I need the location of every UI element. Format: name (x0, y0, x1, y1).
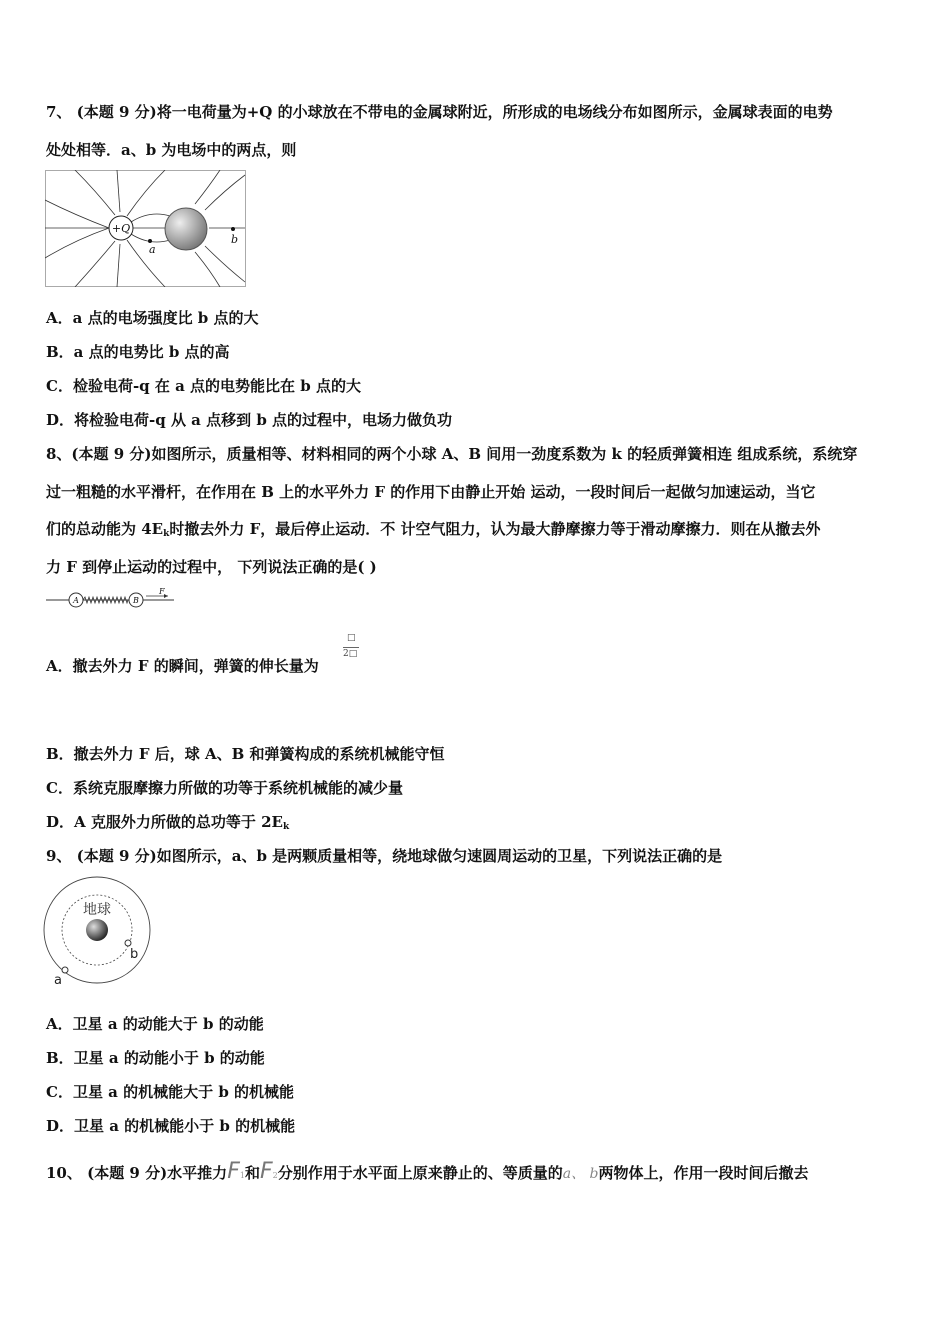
q8-option-d-pre: D．A 克服外力所做的总功等于 2E (46, 813, 283, 831)
q8-option-c: C．系统克服摩擦力所做的功等于系统机械能的减少量 (46, 779, 403, 797)
q10-f1-sub: 1 (239, 1171, 245, 1180)
satellite-a-label: a (54, 973, 62, 988)
q8-option-d (46, 812, 289, 837)
q7-line-2: 处处相等．a、b 为电场中的两点，则 (46, 141, 297, 159)
q10-line-1 (46, 1159, 809, 1186)
q8-fraction-numerator: □ (347, 633, 356, 643)
q7-option-a: A．a 点的电场强度比 b 点的大 (46, 309, 259, 327)
orbit-figure (42, 876, 157, 991)
point-b-dot (231, 227, 235, 231)
electric-field-figure (45, 170, 246, 287)
q7-option-d: D．将检验电荷-q 从 a 点移到 b 点的过程中，电场力做负功 (46, 411, 453, 429)
q8-option-d-sub: k (282, 822, 290, 832)
q9-option-d: D．卫星 a 的机械能小于 b 的机械能 (46, 1117, 296, 1135)
q8-line-3-sub: k (163, 529, 170, 539)
q8-line-3 (46, 519, 820, 544)
q10-ab: a、 b (562, 1166, 599, 1182)
ball-a-label: A (73, 596, 79, 605)
force-arrow-icon (164, 594, 168, 598)
fraction-bar (343, 647, 359, 648)
q10-f2: F (259, 1159, 273, 1184)
q8-line-3-post: 时撤去外力 F，最后停止运动．不 计空气阻力，认为最大静摩擦力等于滑动摩擦力．则在从撤去外 (169, 520, 821, 538)
q9-option-a: A．卫星 a 的动能大于 b 的动能 (46, 1015, 264, 1033)
force-label: F (159, 588, 165, 596)
satellite-b-label: b (130, 947, 139, 962)
q8-line-2: 过一粗糙的水平滑杆，在作用在 B 上的水平外力 F 的作用下由静止开始 运动，一段时间后一起做匀加速运动，当它 (46, 483, 816, 501)
earth (86, 919, 108, 941)
q9-line-1: 9、 (本题 9 分)如图所示，a、b 是两颗质量相等，绕地球做匀速圆周运动的卫星，下列说法正确的是 (46, 847, 723, 865)
q7-option-b: B．a 点的电势比 b 点的高 (46, 343, 230, 361)
metal-sphere (165, 208, 207, 250)
satellite-a (62, 967, 68, 973)
q9-option-b: B．卫星 a 的动能小于 b 的动能 (46, 1049, 265, 1067)
q7-line-1: 7、 (本题 9 分)将一电荷量为+Q 的小球放在不带电的金属球附近，所形成的电场线分布如图所示，金属球表面的电势 (46, 103, 833, 121)
q10-f1: F (227, 1159, 240, 1184)
q10-f2-sub: 2 (272, 1171, 278, 1180)
q8-option-a: A．撤去外力 F 的瞬间，弹簧的伸长量为 (46, 657, 319, 675)
q8-line-4: 力 F 到停止运动的过程中， 下列说法正确的是( ) (46, 558, 377, 576)
earth-label: 地球 (83, 902, 111, 918)
satellite-b (125, 940, 131, 946)
point-a-label: a (149, 243, 156, 256)
q7-option-c: C．检验电荷-q 在 a 点的电势能比在 b 点的大 (46, 377, 361, 395)
q8-line-1: 8、(本题 9 分)如图所示，质量相等、材料相同的两个小球 A、B 间用一劲度系数为 k 的轻质弹簧相连 组成系统，系统穿 (46, 445, 858, 463)
charge-label: +Q (111, 222, 131, 235)
q8-line-3-pre: 们的总动能为 4E (46, 520, 164, 538)
q10-mid: 分别作用于水平面上原来静止的、等质量的 (277, 1164, 563, 1182)
q8-fraction-denominator: 2□ (343, 649, 358, 659)
q9-option-c: C．卫星 a 的机械能大于 b 的机械能 (46, 1083, 295, 1101)
q8-option-b: B．撤去外力 F 后，球 A、B 和弹簧构成的系统机械能守恒 (46, 745, 445, 763)
q10-pre: 10、 (本题 9 分)水平推力 (46, 1164, 228, 1182)
q10-and: 和 (244, 1164, 260, 1182)
q10-post: 两物体上，作用一段时间后撤去 (598, 1164, 809, 1182)
spring-balls-figure (46, 588, 176, 612)
ball-b-label: B (133, 596, 139, 605)
point-b-label: b (231, 233, 239, 246)
